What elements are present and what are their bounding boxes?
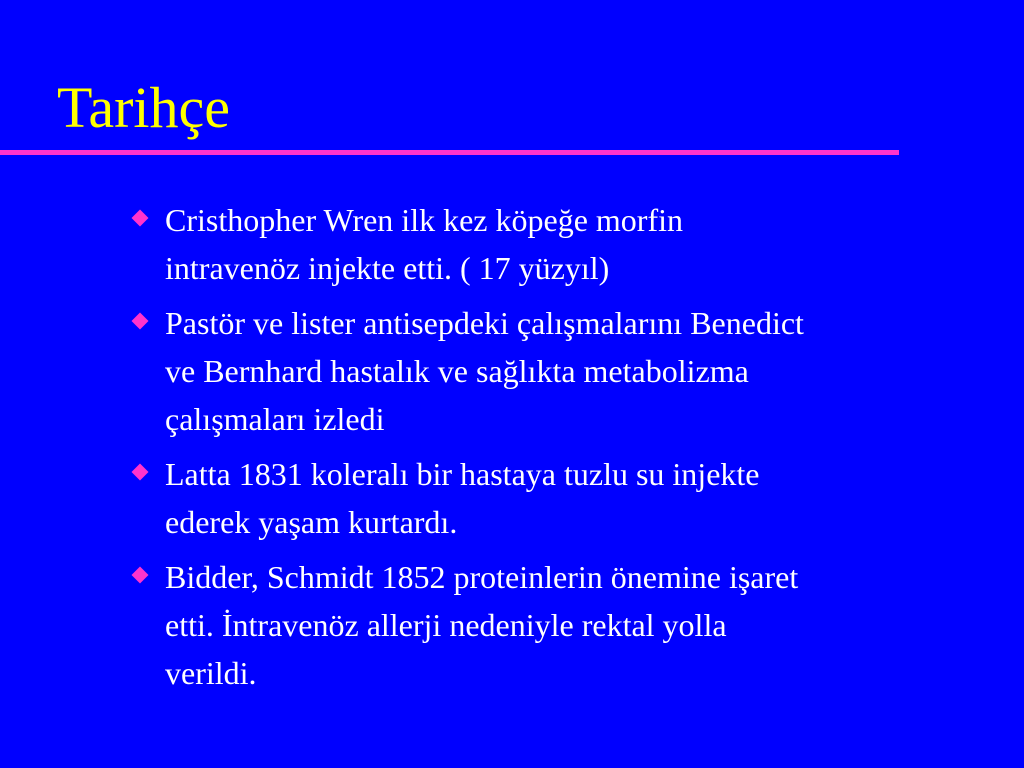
title-divider [0, 150, 899, 155]
bullet-text-line: ederek yaşam kurtardı. [165, 504, 458, 540]
bullet-text-line: çalışmaları izledi [165, 401, 385, 437]
diamond-bullet-icon [132, 210, 149, 227]
bullet-item [130, 450, 980, 546]
diamond-bullet-icon [132, 567, 149, 584]
slide-title: Tarihçe [57, 75, 231, 140]
diamond-bullet-icon [132, 313, 149, 330]
bullet-item [130, 553, 980, 697]
bullet-list [130, 196, 980, 704]
bullet-text-line: etti. İntravenöz allerji nedeniyle rektal yolla [165, 607, 727, 643]
bullet-text-line: verildi. [165, 655, 257, 691]
bullet-text-line: Pastör ve lister antisepdeki çalışmalarını Benedict [165, 305, 804, 341]
bullet-text-line: Latta 1831 koleralı bir hastaya tuzlu su injekte [165, 456, 760, 492]
bullet-text-line: Bidder, Schmidt 1852 proteinlerin önemine işaret [165, 559, 799, 595]
bullet-text-line: ve Bernhard hastalık ve sağlıkta metabolizma [165, 353, 749, 389]
bullet-text-line: Cristhopher Wren ilk kez köpeğe morfin [165, 202, 683, 238]
diamond-bullet-icon [132, 464, 149, 481]
bullet-text-line: intravenöz injekte etti. ( 17 yüzyıl) [165, 250, 610, 286]
bullet-item [130, 299, 980, 443]
bullet-item [130, 196, 980, 292]
